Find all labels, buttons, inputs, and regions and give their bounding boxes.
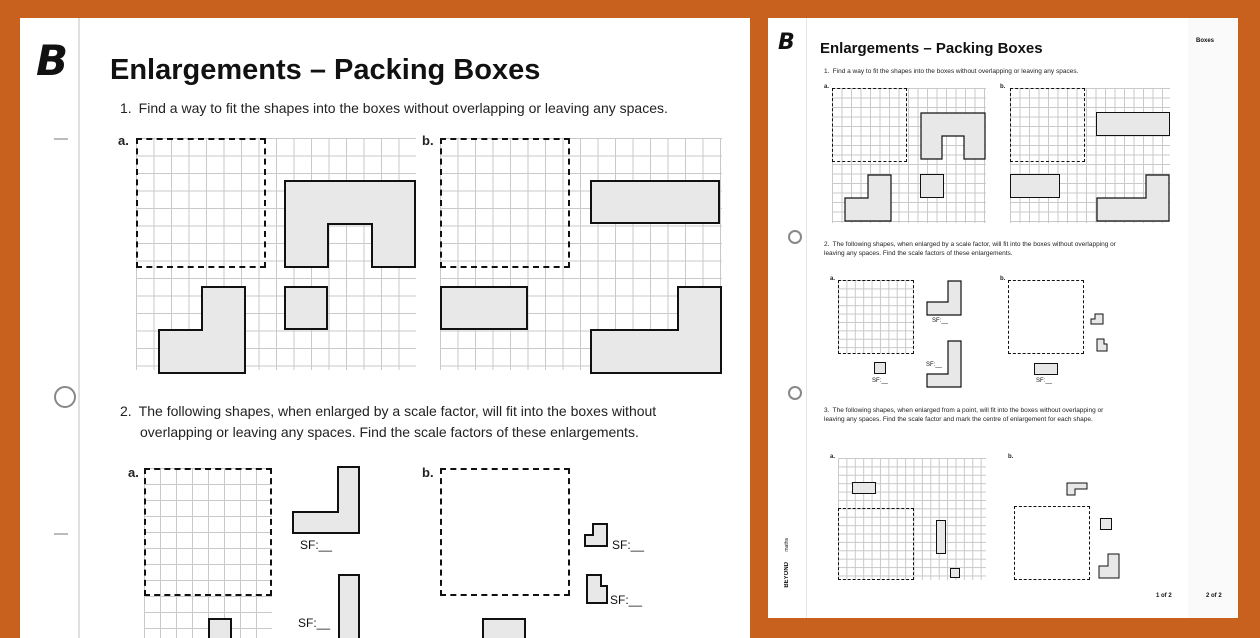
question-2-line-2: overlapping or leaving any spaces. Find the scale factors of these enlargements. [140,424,639,440]
packing-box [144,468,272,596]
packing-box [440,468,570,596]
scale-factor-answer[interactable]: SF:__ [300,538,333,552]
small-l-shape [1066,482,1088,496]
label-a: a. [830,276,836,282]
question-2: 2. The following shapes, when enlarged by a scale factor, will fit into the boxes without overlapping or leaving any spaces. Find the scale factors of these enlargements. [824,241,1116,257]
brand-logo: B [778,30,795,55]
square-shape [284,286,328,330]
packing-box [832,88,907,162]
question-3: 3. The following shapes, when enlarged from a point, will fit into the boxes without overlapping or leaving any spaces. Find the scale factor and mark the centre of enlargement for each shape. [824,407,1104,423]
bar-shape [338,574,360,638]
small-l-shape [1098,553,1120,579]
small-shape [482,618,526,638]
l-shape [844,174,892,222]
label-a: a. [128,465,139,480]
question-2-line-1: 2. The following shapes, when enlarged by a scale factor, will fit into the boxes without [120,403,657,419]
large-l-shape [590,286,722,374]
small-shape [874,362,886,374]
small-shape [1034,363,1058,375]
label-b: b. [422,133,434,148]
brand-side-label: BEYOND [784,562,790,588]
rectangle-shape [1010,174,1060,198]
scale-factor-answer[interactable]: SF:__ [298,616,331,630]
small-l-shape [1090,313,1104,325]
small-l-shape [1096,338,1108,352]
u-shape [920,112,986,160]
page-margin-line [806,18,807,618]
packing-box [136,138,266,268]
worksheet-title: Enlargements – Packing Boxes [110,54,541,86]
small-square-shape [1100,518,1112,530]
label-a: a. [824,84,830,90]
scale-factor-answer[interactable]: SF:__ [932,318,949,324]
large-l-shape [1096,174,1170,222]
brand-side-sublabel: maths [784,538,790,552]
scale-factor-answer[interactable]: SF:__ [1036,378,1053,384]
scale-factor-answer[interactable]: SF:__ [872,378,889,384]
packing-box [838,508,914,580]
small-l-shape [584,523,608,547]
square-shape [920,174,944,198]
scale-factor-answer[interactable]: SF:__ [926,362,943,368]
packing-box [1008,280,1084,354]
page-number-2: 2 of 2 [1206,593,1222,599]
brand-logo: B [36,36,69,85]
page-margin-line [78,18,80,638]
small-l-shape [586,574,608,604]
label-a: a. [830,454,836,460]
punch-hole [788,230,802,244]
small-shape [208,618,232,638]
u-shape [284,180,416,268]
label-b: b. [1000,276,1006,282]
margin-tick [54,138,68,140]
bar-shape [936,520,946,554]
label-a: a. [118,133,129,148]
l-shape-to-enlarge [926,280,962,316]
worksheet-page-1-small [768,18,1188,618]
packing-box [1014,506,1090,580]
small-square-shape [950,568,960,578]
label-b: b. [422,465,434,480]
packing-box [440,138,570,268]
margin-tick [54,533,68,535]
question-1: 1. Find a way to fit the shapes into the boxes without overlapping or leaving any spaces. [120,100,668,116]
long-rectangle-shape [590,180,720,224]
punch-hole [54,386,76,408]
small-rectangle-shape [852,482,876,494]
rectangle-shape [440,286,528,330]
packing-box [838,280,914,354]
label-b: b. [1000,84,1006,90]
punch-hole [788,386,802,400]
page-number-1: 1 of 2 [1156,593,1172,599]
l-shape [158,286,246,374]
question-1: 1. Find a way to fit the shapes into the boxes without overlapping or leaving any spaces. [824,68,1079,75]
scale-factor-answer[interactable]: SF:__ [610,593,643,607]
back-title-fragment: Boxes [1196,38,1215,44]
long-rectangle-shape [1096,112,1170,136]
label-b: b. [1008,454,1014,460]
packing-box [1010,88,1085,162]
l-shape-to-enlarge [292,466,360,534]
worksheet-title: Enlargements – Packing Boxes [820,40,1043,57]
worksheet-page-1-large [20,18,750,638]
scale-factor-answer[interactable]: SF:__ [612,538,645,552]
